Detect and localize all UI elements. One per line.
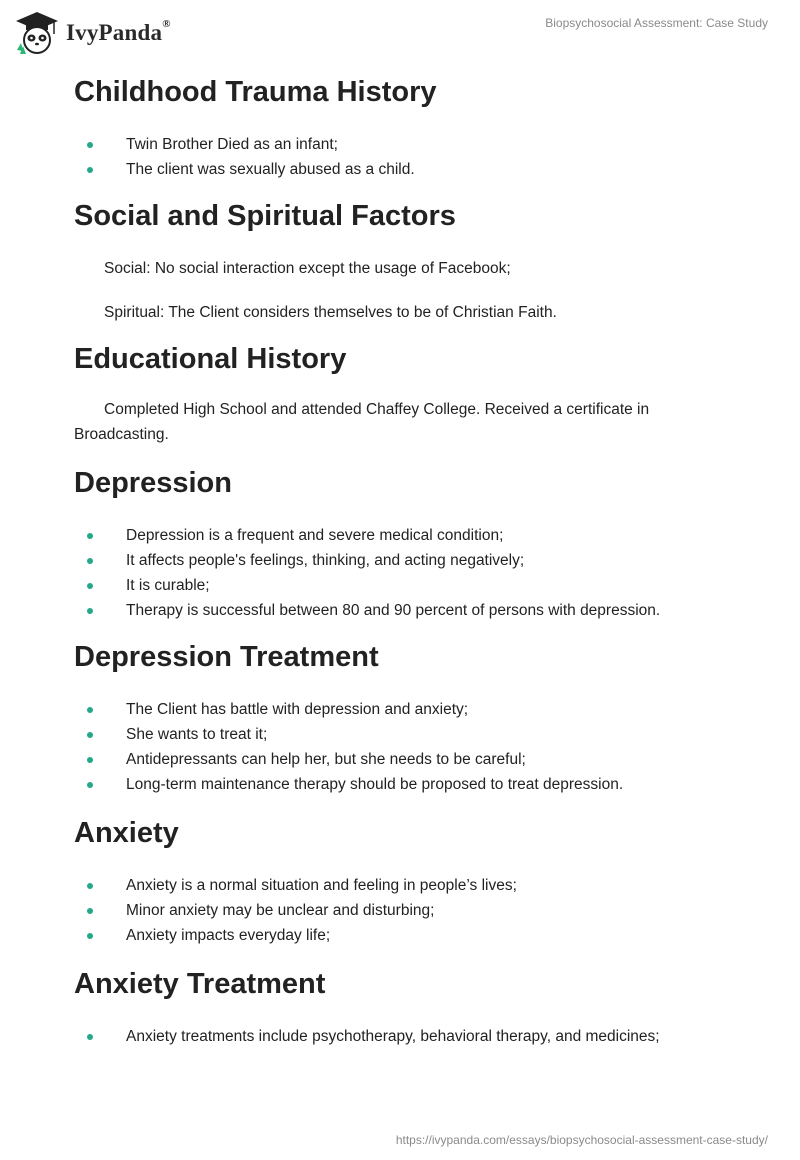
list-item: Depression is a frequent and severe medical condition; — [74, 523, 714, 548]
bullet-icon — [87, 533, 93, 539]
document-title: Biopsychosocial Assessment: Case Study — [545, 16, 768, 30]
bullet-icon — [87, 883, 93, 889]
list-item: Therapy is successful between 80 and 90 percent of persons with depression. — [74, 598, 714, 623]
heading-social-spiritual: Social and Spiritual Factors — [74, 200, 456, 232]
heading-depression-treatment: Depression Treatment — [74, 641, 379, 673]
list-item: Anxiety treatments include psychotherapy, behavioral therapy, and medicines; — [74, 1024, 714, 1049]
list-anxiety — [74, 873, 714, 948]
list-item: Twin Brother Died as an infant; — [74, 132, 714, 157]
heading-anxiety-treatment: Anxiety Treatment — [74, 968, 326, 1000]
list-item: Anxiety is a normal situation and feeling in people’s lives; — [74, 873, 714, 898]
bullet-icon — [87, 1034, 93, 1040]
list-item: Antidepressants can help her, but she needs to be careful; — [74, 747, 714, 772]
source-url-link[interactable]: https://ivypanda.com/essays/biopsychosocial-assessment-case-study/ — [395, 1133, 768, 1147]
bullet-icon — [87, 933, 93, 939]
paragraph-spiritual: Spiritual: The Client considers themselves to be of Christian Faith. — [104, 304, 557, 321]
paragraph-education: Completed High School and attended Chaffey College. Received a certificate in Broadcasting. — [74, 401, 650, 443]
list-item: She wants to treat it; — [74, 722, 714, 747]
list-item: The Client has battle with depression and anxiety; — [74, 697, 714, 722]
list-anxiety-treatment — [74, 1024, 714, 1049]
bullet-icon — [87, 167, 93, 173]
bullet-icon — [87, 558, 93, 564]
list-depression — [74, 523, 714, 623]
list-childhood-trauma — [74, 132, 714, 182]
brand-logo[interactable] — [14, 10, 171, 56]
bullet-icon — [87, 732, 93, 738]
bullet-icon — [87, 583, 93, 589]
bullet-icon — [87, 142, 93, 148]
list-item: It affects people's feelings, thinking, and acting negatively; — [74, 548, 714, 573]
list-item: Long-term maintenance therapy should be proposed to treat depression. — [74, 772, 714, 797]
list-item: It is curable; — [74, 573, 714, 598]
brand-name: IvyPanda® — [66, 18, 171, 45]
heading-childhood-trauma: Childhood Trauma History — [74, 76, 437, 108]
list-item: Anxiety impacts everyday life; — [74, 923, 714, 948]
heading-anxiety: Anxiety — [74, 817, 179, 849]
heading-depression: Depression — [74, 467, 232, 499]
bullet-icon — [87, 782, 93, 788]
heading-educational-history: Educational History — [74, 343, 347, 375]
panda-logo-icon — [14, 10, 60, 56]
paragraph-social: Social: No social interaction except the usage of Facebook; — [104, 260, 511, 277]
article-body — [74, 72, 714, 1049]
bullet-icon — [87, 908, 93, 914]
bullet-icon — [87, 608, 93, 614]
list-depression-treatment — [74, 697, 714, 797]
bullet-icon — [87, 707, 93, 713]
bullet-icon — [87, 757, 93, 763]
page-header — [0, 0, 800, 70]
list-item: Minor anxiety may be unclear and disturbing; — [74, 898, 714, 923]
list-item: The client was sexually abused as a child. — [74, 157, 714, 182]
